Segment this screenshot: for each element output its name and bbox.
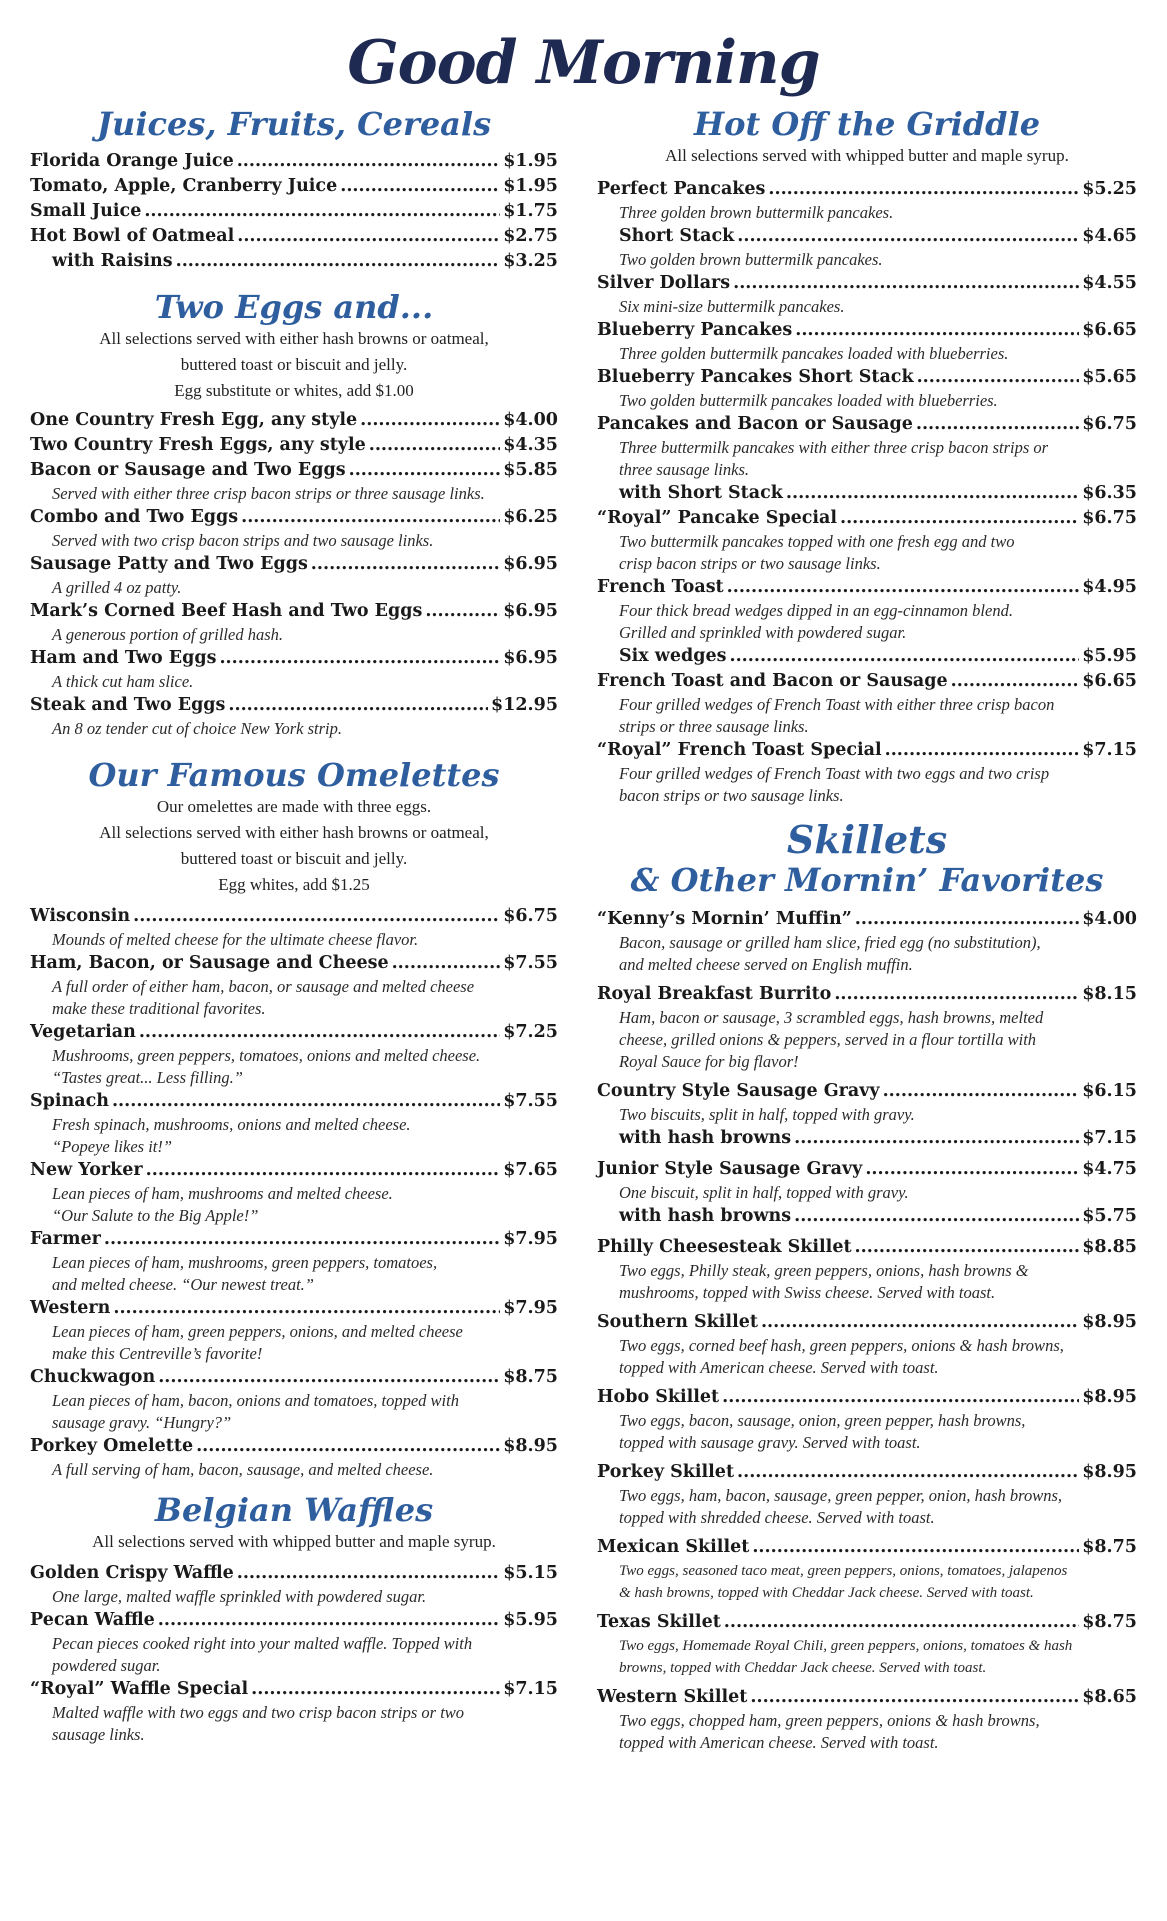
section-griddle	[597, 105, 1137, 807]
item-name: Pancakes and Bacon or Sausage	[597, 414, 913, 434]
item-description: A full order of either ham, bacon, or sausage and melted cheese	[52, 977, 475, 996]
item-name: Southern Skillet	[597, 1312, 758, 1332]
section-subtitle: & Other Mornin’ Favorites	[630, 861, 1104, 899]
item-price: $6.25	[503, 507, 558, 527]
item-description: Four grilled wedges of French Toast with two eggs and two crisp	[619, 764, 1050, 783]
item-description: “Tastes great... Less filling.”	[52, 1068, 243, 1087]
item-name: Two Country Fresh Eggs, any style	[30, 435, 366, 455]
dot-leader	[237, 149, 500, 174]
menu-item	[597, 669, 1137, 694]
item-description: cheese, grilled onions & peppers, served in a flour tortilla with	[619, 1030, 1037, 1049]
menu-item	[30, 951, 558, 976]
item-price: $7.15	[1082, 740, 1137, 760]
item-price: $7.95	[503, 1298, 558, 1318]
item-description: Two golden brown buttermilk pancakes.	[619, 250, 883, 269]
item-price: $8.65	[1082, 1687, 1137, 1707]
menu-item	[30, 505, 558, 530]
item-name: Golden Crispy Waffle	[30, 1563, 234, 1583]
item-description: topped with American cheese. Served with toast.	[619, 1358, 939, 1377]
item-price: $8.75	[1082, 1537, 1137, 1557]
menu-item	[597, 738, 1137, 763]
item-description: three sausage links.	[619, 460, 749, 479]
item-name: Texas Skillet	[597, 1612, 721, 1632]
menu-item	[597, 1310, 1137, 1335]
item-price: $1.75	[503, 201, 558, 221]
menu-item	[30, 458, 558, 483]
section-note: Egg whites, add $1.25	[218, 875, 370, 894]
dot-leader	[104, 1227, 500, 1252]
dot-leader	[737, 224, 1079, 249]
item-price: $12.95	[491, 695, 558, 715]
item-name: Wisconsin	[30, 906, 131, 926]
item-name: with hash browns	[619, 1128, 792, 1148]
item-price: $5.15	[503, 1563, 558, 1583]
menu-item	[30, 552, 558, 577]
menu-item	[597, 177, 1137, 202]
item-description: Served with two crisp bacon strips and two sausage links.	[52, 531, 434, 550]
item-description: Three buttermilk pancakes with either three crisp bacon strips or	[619, 438, 1049, 457]
menu-item	[597, 1460, 1137, 1485]
item-price: $6.65	[1082, 320, 1137, 340]
item-price: $7.65	[503, 1160, 558, 1180]
item-name: Porkey Omelette	[30, 1436, 194, 1456]
menu-item	[30, 904, 558, 929]
item-name: Royal Breakfast Burrito	[597, 984, 832, 1004]
menu-item	[30, 1608, 558, 1633]
item-description: Mushrooms, green peppers, tomatoes, onions and melted cheese.	[52, 1046, 481, 1065]
dot-leader	[917, 365, 1080, 390]
item-description: Two eggs, Philly steak, green peppers, onions, hash browns &	[619, 1261, 1029, 1280]
item-name: Steak and Two Eggs	[30, 695, 226, 715]
item-price: $6.95	[503, 554, 558, 574]
dot-leader	[144, 199, 500, 224]
item-price: $8.75	[1082, 1612, 1137, 1632]
item-name: Mexican Skillet	[597, 1537, 750, 1557]
item-price: $5.95	[1082, 646, 1137, 666]
dot-leader	[951, 669, 1080, 694]
item-price: $4.65	[1082, 226, 1137, 246]
menu-item	[597, 318, 1137, 343]
item-description: Two eggs, corned beef hash, green peppers, onions & hash browns,	[619, 1336, 1064, 1355]
item-name: Ham, Bacon, or Sausage and Cheese	[30, 953, 389, 973]
menu-item	[597, 481, 1137, 506]
item-name: Combo and Two Eggs	[30, 507, 239, 527]
menu-item	[597, 506, 1137, 531]
item-description: sausage links.	[52, 1725, 145, 1744]
dot-leader	[834, 982, 1079, 1007]
dot-leader	[158, 1365, 500, 1390]
menu-item	[597, 1079, 1137, 1104]
item-name: with hash browns	[619, 1206, 792, 1226]
menu-item	[30, 199, 558, 224]
section-waffles	[30, 1491, 558, 1746]
dot-leader	[786, 481, 1079, 506]
menu-item	[597, 1385, 1137, 1410]
dot-leader	[840, 506, 1079, 531]
item-description: bacon strips or two sausage links.	[619, 786, 844, 805]
item-price: $8.95	[1082, 1312, 1137, 1332]
item-price: $5.65	[1082, 367, 1137, 387]
item-name: Florida Orange Juice	[30, 151, 234, 171]
section-juices	[30, 105, 558, 274]
section-note: All selections served with whipped butter and maple syrup.	[92, 1532, 496, 1551]
item-description: Two buttermilk pancakes topped with one fresh egg and two	[619, 532, 1015, 551]
section-note: Egg substitute or whites, add $1.00	[174, 381, 414, 400]
section-title: Hot Off the Griddle	[693, 105, 1041, 143]
item-price: $6.75	[503, 906, 558, 926]
menu-item	[30, 1089, 558, 1114]
item-description: Two eggs, seasoned taco meat, green peppers, onions, tomatoes, jalapenos	[619, 1563, 1068, 1579]
item-description: Lean pieces of ham, mushrooms and melted cheese.	[52, 1184, 393, 1203]
page-title: Good Morning	[347, 28, 820, 98]
dot-leader	[722, 1385, 1079, 1410]
item-description: strips or three sausage links.	[619, 717, 809, 736]
item-description: crisp bacon strips or two sausage links.	[619, 554, 881, 573]
section-note: All selections served with either hash browns or oatmeal,	[99, 329, 489, 348]
item-description: mushrooms, topped with Swiss cheese. Served with toast.	[619, 1283, 996, 1302]
item-description: A grilled 4 oz patty.	[52, 578, 182, 597]
dot-leader	[795, 318, 1079, 343]
dot-leader	[228, 693, 488, 718]
dot-leader	[139, 1020, 500, 1045]
item-price: $4.00	[1082, 909, 1137, 929]
menu-item	[30, 174, 558, 199]
item-name: Ham and Two Eggs	[30, 648, 217, 668]
item-name: Farmer	[30, 1229, 101, 1249]
dot-leader	[340, 174, 500, 199]
item-name: Small Juice	[30, 201, 142, 221]
dot-leader	[251, 1677, 500, 1702]
item-name: Perfect Pancakes	[597, 179, 766, 199]
item-description: Two eggs, ham, bacon, sausage, green pepper, onion, hash browns,	[619, 1486, 1063, 1505]
menu-item	[597, 224, 1137, 249]
item-price: $7.95	[503, 1229, 558, 1249]
item-description: Lean pieces of ham, mushrooms, green peppers, tomatoes,	[52, 1253, 438, 1272]
dot-leader	[241, 505, 500, 530]
item-name: Western Skillet	[597, 1687, 748, 1707]
dot-leader	[369, 433, 500, 458]
menu-item	[597, 1535, 1137, 1560]
dot-leader	[885, 738, 1080, 763]
item-name: Mark’s Corned Beef Hash and Two Eggs	[30, 601, 423, 621]
left-column	[30, 105, 558, 1746]
dot-leader	[761, 1310, 1079, 1335]
item-price: $8.75	[503, 1367, 558, 1387]
item-name: Six wedges	[619, 646, 727, 666]
menu-item	[30, 1296, 558, 1321]
item-name: Pecan Waffle	[30, 1610, 155, 1630]
menu-item	[30, 224, 558, 249]
item-description: Served with either three crisp bacon strips or three sausage links.	[52, 484, 485, 503]
dot-leader	[727, 575, 1080, 600]
menu-item	[597, 1126, 1137, 1151]
item-price: $6.75	[1082, 508, 1137, 528]
item-price: $7.15	[1082, 1128, 1137, 1148]
item-description: Lean pieces of ham, bacon, onions and tomatoes, topped with	[52, 1391, 459, 1410]
item-description: Three golden buttermilk pancakes loaded with blueberries.	[619, 344, 1009, 363]
item-description: topped with shredded cheese. Served with toast.	[619, 1508, 935, 1527]
menu-item	[30, 249, 558, 274]
item-description: and melted cheese. “Our newest treat.”	[52, 1275, 314, 1294]
item-price: $8.95	[503, 1436, 558, 1456]
item-name: Tomato, Apple, Cranberry Juice	[30, 176, 338, 196]
item-description: A generous portion of grilled hash.	[52, 625, 283, 644]
item-description: make this Centreville’s favorite!	[52, 1344, 263, 1363]
item-name: Western	[30, 1298, 111, 1318]
dot-leader	[237, 1561, 500, 1586]
dot-leader	[237, 224, 500, 249]
item-name: Vegetarian	[30, 1022, 136, 1042]
item-name: One Country Fresh Egg, any style	[30, 410, 358, 430]
dot-leader	[113, 1296, 500, 1321]
dot-leader	[133, 904, 500, 929]
menu-item	[597, 1610, 1137, 1635]
dot-leader	[219, 646, 500, 671]
item-description: Grilled and sprinkled with powdered sugar.	[619, 623, 907, 642]
item-price: $6.65	[1082, 671, 1137, 691]
dot-leader	[146, 1158, 501, 1183]
item-description: Four grilled wedges of French Toast with either three crisp bacon	[619, 695, 1055, 714]
item-description: browns, topped with Cheddar Jack cheese. Served with toast.	[619, 1660, 987, 1676]
item-name: French Toast and Bacon or Sausage	[597, 671, 948, 691]
item-name: Short Stack	[619, 226, 735, 246]
menu-item	[30, 408, 558, 433]
dot-leader	[883, 1079, 1080, 1104]
item-name: Hot Bowl of Oatmeal	[30, 226, 235, 246]
item-name: with Short Stack	[619, 483, 783, 503]
section-skillets	[597, 819, 1137, 1754]
dot-leader	[737, 1460, 1079, 1485]
item-price: $4.55	[1082, 273, 1137, 293]
item-description: topped with sausage gravy. Served with toast.	[619, 1433, 921, 1452]
item-description: One biscuit, split in half, topped with gravy.	[619, 1183, 909, 1202]
item-description: Two biscuits, split in half, topped with gravy.	[619, 1105, 915, 1124]
item-description: Two eggs, bacon, sausage, onion, green pepper, hash browns,	[619, 1411, 1026, 1430]
item-description: Ham, bacon or sausage, 3 scrambled eggs, hash browns, melted	[619, 1008, 1044, 1027]
item-name: “Kenny’s Mornin’ Muffin”	[597, 909, 852, 929]
item-name: Country Style Sausage Gravy	[597, 1081, 880, 1101]
menu-item	[30, 1434, 558, 1459]
item-price: $5.85	[503, 460, 558, 480]
item-description: “Popeye likes it!”	[52, 1137, 173, 1156]
item-price: $8.95	[1082, 1387, 1137, 1407]
item-price: $1.95	[503, 176, 558, 196]
menu-item	[30, 693, 558, 718]
menu-item	[30, 149, 558, 174]
item-price: $7.15	[503, 1679, 558, 1699]
section-note: All selections served with either hash browns or oatmeal,	[99, 823, 489, 842]
dot-leader	[794, 1204, 1079, 1229]
item-price: $8.15	[1082, 984, 1137, 1004]
dot-leader	[349, 458, 501, 483]
item-price: $5.95	[503, 1610, 558, 1630]
item-price: $1.95	[503, 151, 558, 171]
item-price: $4.75	[1082, 1159, 1137, 1179]
item-description: One large, malted waffle sprinkled with powdered sugar.	[52, 1587, 427, 1606]
item-price: $3.25	[503, 251, 558, 271]
section-note: buttered toast or biscuit and jelly.	[180, 849, 408, 868]
item-description: Two eggs, chopped ham, green peppers, onions & hash browns,	[619, 1711, 1040, 1730]
dot-leader	[752, 1535, 1079, 1560]
item-name: “Royal” Waffle Special	[30, 1679, 249, 1699]
item-name: Blueberry Pancakes Short Stack	[597, 367, 914, 387]
item-description: Fresh spinach, mushrooms, onions and melted cheese.	[52, 1115, 411, 1134]
item-price: $5.75	[1082, 1206, 1137, 1226]
item-price: $2.75	[503, 226, 558, 246]
dot-leader	[916, 412, 1079, 437]
item-name: Blueberry Pancakes	[597, 320, 793, 340]
item-name: Chuckwagon	[30, 1367, 156, 1387]
menu-item	[597, 1204, 1137, 1229]
item-price: $6.95	[503, 601, 558, 621]
dot-leader	[196, 1434, 500, 1459]
section-note: All selections served with whipped butter and maple syrup.	[665, 146, 1069, 165]
dot-leader	[855, 1235, 1080, 1260]
dot-leader	[158, 1608, 500, 1633]
item-description: Three golden brown buttermilk pancakes.	[619, 203, 894, 222]
item-price: $7.55	[503, 1091, 558, 1111]
item-name: French Toast	[597, 577, 724, 597]
menu-item	[30, 1020, 558, 1045]
menu-item	[597, 575, 1137, 600]
dot-leader	[768, 177, 1079, 202]
right-column	[597, 105, 1137, 1754]
menu-item	[30, 1365, 558, 1390]
item-price: $4.35	[503, 435, 558, 455]
item-name: Sausage Patty and Two Eggs	[30, 554, 308, 574]
item-name: New Yorker	[30, 1160, 143, 1180]
item-description: Mounds of melted cheese for the ultimate cheese flavor.	[52, 930, 419, 949]
item-name: Spinach	[30, 1091, 109, 1111]
item-price: $5.25	[1082, 179, 1137, 199]
item-price: $6.75	[1082, 414, 1137, 434]
item-name: Hobo Skillet	[597, 1387, 720, 1407]
item-price: $6.35	[1082, 483, 1137, 503]
section-note: buttered toast or biscuit and jelly.	[180, 355, 408, 374]
item-description: Two eggs, Homemade Royal Chili, green peppers, onions, tomatoes & hash	[619, 1638, 1073, 1654]
item-description: An 8 oz tender cut of choice New York strip.	[52, 719, 342, 738]
item-price: $7.55	[503, 953, 558, 973]
menu-item	[30, 1561, 558, 1586]
menu-item	[597, 412, 1137, 437]
item-price: $6.15	[1082, 1081, 1137, 1101]
menu-item	[30, 1158, 558, 1183]
item-description: “Our Salute to the Big Apple!”	[52, 1206, 259, 1225]
section-omelettes	[30, 756, 558, 1481]
section-title: Two Eggs and...	[154, 288, 434, 326]
item-price: $6.95	[503, 648, 558, 668]
item-description: Royal Sauce for big flavor!	[619, 1052, 799, 1071]
menu-item	[30, 433, 558, 458]
menu-item	[597, 1235, 1137, 1260]
menu-item	[597, 1157, 1137, 1182]
menu-item	[30, 599, 558, 624]
item-description: powdered sugar.	[52, 1656, 161, 1675]
item-description: & hash browns, topped with Cheddar Jack cheese. Served with toast.	[619, 1585, 1034, 1601]
item-description: and melted cheese served on English muffin.	[619, 955, 913, 974]
menu-item	[30, 1677, 558, 1702]
menu-item	[597, 1685, 1137, 1710]
dot-leader	[865, 1157, 1079, 1182]
item-description: A thick cut ham slice.	[52, 672, 194, 691]
item-name: Bacon or Sausage and Two Eggs	[30, 460, 346, 480]
item-price: $7.25	[503, 1022, 558, 1042]
menu-item	[597, 907, 1137, 932]
item-description: Six mini-size buttermilk pancakes.	[619, 297, 845, 316]
item-description: Bacon, sausage or grilled ham slice, fried egg (no substitution),	[619, 933, 1041, 952]
dot-leader	[112, 1089, 500, 1114]
item-description: Lean pieces of ham, green peppers, onions, and melted cheese	[52, 1322, 463, 1341]
section-title: Belgian Waffles	[154, 1491, 434, 1529]
item-name: Porkey Skillet	[597, 1462, 735, 1482]
section-title: Our Famous Omelettes	[88, 756, 500, 794]
item-name: Junior Style Sausage Gravy	[597, 1159, 863, 1179]
dot-leader	[392, 951, 501, 976]
dot-leader	[729, 644, 1079, 669]
menu-item	[597, 271, 1137, 296]
item-name: Philly Cheesesteak Skillet	[597, 1237, 852, 1257]
item-name: “Royal” French Toast Special	[597, 740, 882, 760]
item-description: Pecan pieces cooked right into your malted waffle. Topped with	[52, 1634, 473, 1653]
item-name: “Royal” Pancake Special	[597, 508, 837, 528]
dot-leader	[750, 1685, 1079, 1710]
dot-leader	[733, 271, 1079, 296]
dot-leader	[794, 1126, 1079, 1151]
item-description: topped with American cheese. Served with toast.	[619, 1733, 939, 1752]
section-title: Juices, Fruits, Cereals	[96, 105, 492, 143]
dot-leader	[176, 249, 501, 274]
item-price: $4.00	[503, 410, 558, 430]
menu-item	[597, 644, 1137, 669]
dot-leader	[724, 1610, 1079, 1635]
dot-leader	[855, 907, 1079, 932]
menu-item	[30, 1227, 558, 1252]
menu-item	[30, 646, 558, 671]
section-note: Our omelettes are made with three eggs.	[156, 797, 432, 816]
item-price: $8.85	[1082, 1237, 1137, 1257]
dot-leader	[425, 599, 500, 624]
item-price: $4.95	[1082, 577, 1137, 597]
item-description: Malted waffle with two eggs and two crisp bacon strips or two	[52, 1703, 465, 1722]
dot-leader	[360, 408, 500, 433]
item-name: Silver Dollars	[597, 273, 731, 293]
menu-item	[597, 982, 1137, 1007]
item-description: sausage gravy. “Hungry?”	[52, 1413, 232, 1432]
section-two-eggs	[30, 288, 558, 740]
item-description: A full serving of ham, bacon, sausage, and melted cheese.	[52, 1460, 434, 1479]
item-name: with Raisins	[52, 251, 173, 271]
section-title: Skillets	[786, 817, 948, 862]
dot-leader	[311, 552, 500, 577]
item-description: Four thick bread wedges dipped in an egg-cinnamon blend.	[619, 601, 1013, 620]
menu-item	[597, 365, 1137, 390]
item-description: Two golden buttermilk pancakes loaded with blueberries.	[619, 391, 998, 410]
item-description: make these traditional favorites.	[52, 999, 266, 1018]
item-price: $8.95	[1082, 1462, 1137, 1482]
